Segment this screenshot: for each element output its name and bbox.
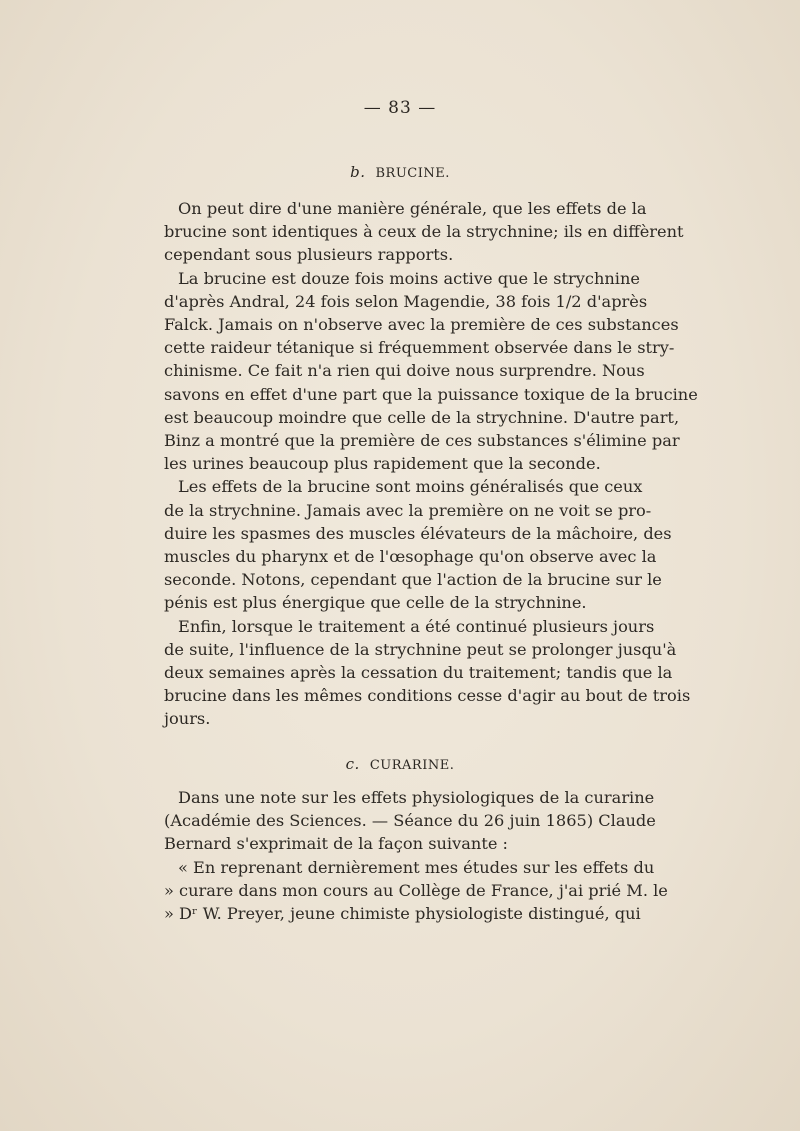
text-line: de suite, l'influence de la strychnine peut se prolonger jusqu'à — [164, 639, 677, 659]
text-line: cependant sous plusieurs rapports. — [164, 245, 454, 265]
text-line: chinisme. Ce fait n'a rien qui doive nous surprendre. Nous — [164, 361, 645, 381]
page-number: — 83 — — [363, 98, 437, 118]
text-line: muscles du pharynx et de l'œsophage qu'on observe avec la — [164, 547, 657, 567]
text-line: deux semaines après la cessation du traitement; tandis que la — [164, 663, 673, 683]
text-line: jours. — [164, 709, 211, 729]
text-line: brucine dans les mêmes conditions cesse d'agir au bout de trois — [164, 686, 691, 706]
text-line: est beaucoup moindre que celle de la strychnine. D'autre part, — [164, 407, 680, 427]
text-line: » curare dans mon cours au Collège de France, j'ai prié M. le — [164, 880, 668, 900]
text-line: cette raideur tétanique si fréquemment observée dans le stry- — [164, 338, 675, 358]
section-title: BRUCINE. — [375, 166, 450, 181]
text-line: On peut dire d'une manière générale, que les effets de la — [178, 199, 647, 218]
text-line: Enfin, lorsque le traitement a été continué plusieurs jours — [178, 616, 655, 636]
text-line: Bernard s'exprimait de la façon suivante : — [164, 834, 509, 854]
text-line: Falck. Jamais on n'observe avec la première de ces substances — [164, 315, 679, 335]
text-line: Les effets de la brucine sont moins généralisés que ceux — [178, 477, 643, 497]
text-line: brucine sont identiques à ceux de la strychnine; ils en diffèrent — [164, 222, 684, 242]
text-line: pénis est plus énergique que celle de la strychnine. — [164, 593, 587, 613]
text-line: Dans une note sur les effets physiologiques de la curarine — [178, 788, 655, 807]
text-line: savons en effet d'une part que la puissance toxique de la brucine — [164, 384, 698, 404]
text-line: de la strychnine. Jamais avec la première on ne voit se pro- — [164, 500, 652, 520]
text-line: La brucine est douze fois moins active que le strychnine — [178, 268, 640, 288]
text-line: duire les spasmes des muscles élévateurs de la mâchoire, des — [164, 523, 672, 543]
paragraph-block-brucine — [164, 197, 698, 731]
text-line: seconde. Notons, cependant que l'action de la brucine sur le — [164, 570, 662, 590]
text-line: d'après Andral, 24 fois selon Magendie, 38 fois 1/2 d'après — [164, 291, 648, 311]
text-line: Binz a montré que la première de ces substances s'élimine par — [164, 431, 680, 451]
text-line: (Académie des Sciences. — Séance du 26 juin 1865) Claude — [164, 811, 656, 831]
section-heading-brucine — [0, 163, 800, 181]
section-heading-curarine — [0, 755, 800, 773]
section-letter: b. — [350, 163, 366, 181]
paragraph-block-curarine — [164, 786, 668, 925]
text-line: » Dʳ W. Preyer, jeune chimiste physiologiste distingué, qui — [164, 904, 641, 924]
section-letter: c. — [345, 755, 360, 773]
text-line: les urines beaucoup plus rapidement que la seconde. — [164, 454, 601, 474]
text-line: « En reprenant dernièrement mes études sur les effets du — [178, 857, 655, 877]
section-title: CURARINE. — [369, 758, 455, 773]
